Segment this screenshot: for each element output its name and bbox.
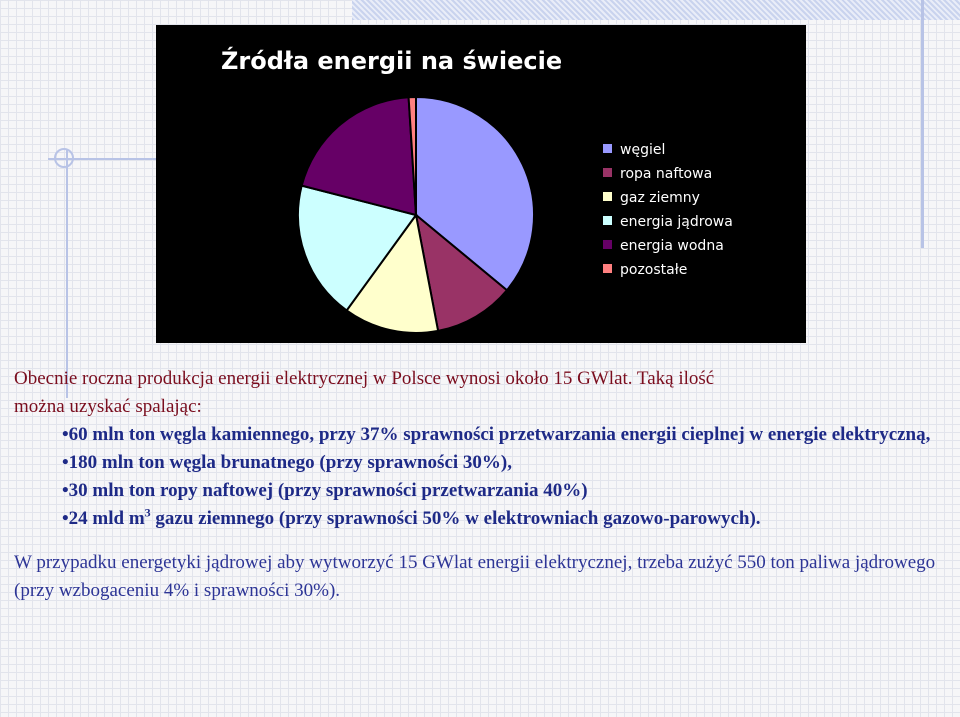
legend-swatch — [603, 264, 612, 273]
legend-swatch — [603, 192, 612, 201]
pie-chart — [156, 25, 806, 343]
legend-label: ropa naftowa — [620, 166, 713, 182]
decorative-circle — [54, 148, 74, 168]
list-item: • 24 mld $m^3$ gazu ziemnego (przy sprawności 50% w elektrowniach gazowo-parowych). — [62, 505, 954, 533]
legend-label: węgiel — [620, 142, 666, 158]
pie-chart-panel — [156, 25, 806, 343]
list-item: • 60 mln ton węgla kamiennego, przy 37% sprawności przetwarzania energii cieplnej w energie elektryczną, — [62, 421, 954, 449]
legend-swatch — [603, 240, 612, 249]
decorative-left-line — [66, 150, 68, 398]
list-item: • 30 mln ton ropy naftowej (przy sprawności przetwarzania 40%) — [62, 477, 954, 505]
legend-swatch — [603, 216, 612, 225]
legend-label: energia jądrowa — [620, 214, 733, 230]
decorative-top-bar — [352, 0, 960, 20]
fuel-list — [14, 421, 954, 533]
legend-label: pozostałe — [620, 262, 688, 278]
legend-swatch — [603, 144, 612, 153]
intro-line-2: można uzyskać spalając: — [14, 396, 202, 417]
legend-swatch — [603, 168, 612, 177]
legend-label: gaz ziemny — [620, 190, 700, 206]
decorative-right-line — [921, 0, 924, 248]
main-text — [14, 365, 954, 605]
chart-title: Źródła energii na świecie — [221, 47, 563, 75]
list-item: • 180 mln ton węgla brunatnego (przy sprawności 30%), — [62, 449, 954, 477]
nuclear-paragraph: W przypadku energetyki jądrowej aby wytworzyć 15 GWlat energii elektrycznej, trzeba zużyć 550 ton paliwa jądrowego (przy wzbogaceniu 4% i sprawności 30%). — [14, 552, 936, 601]
legend-label: energia wodna — [620, 238, 724, 254]
intro-line-1: Obecnie roczna produkcja energii elektrycznej w Polsce wynosi około 15 GWlat. Taką ilość — [14, 368, 715, 389]
